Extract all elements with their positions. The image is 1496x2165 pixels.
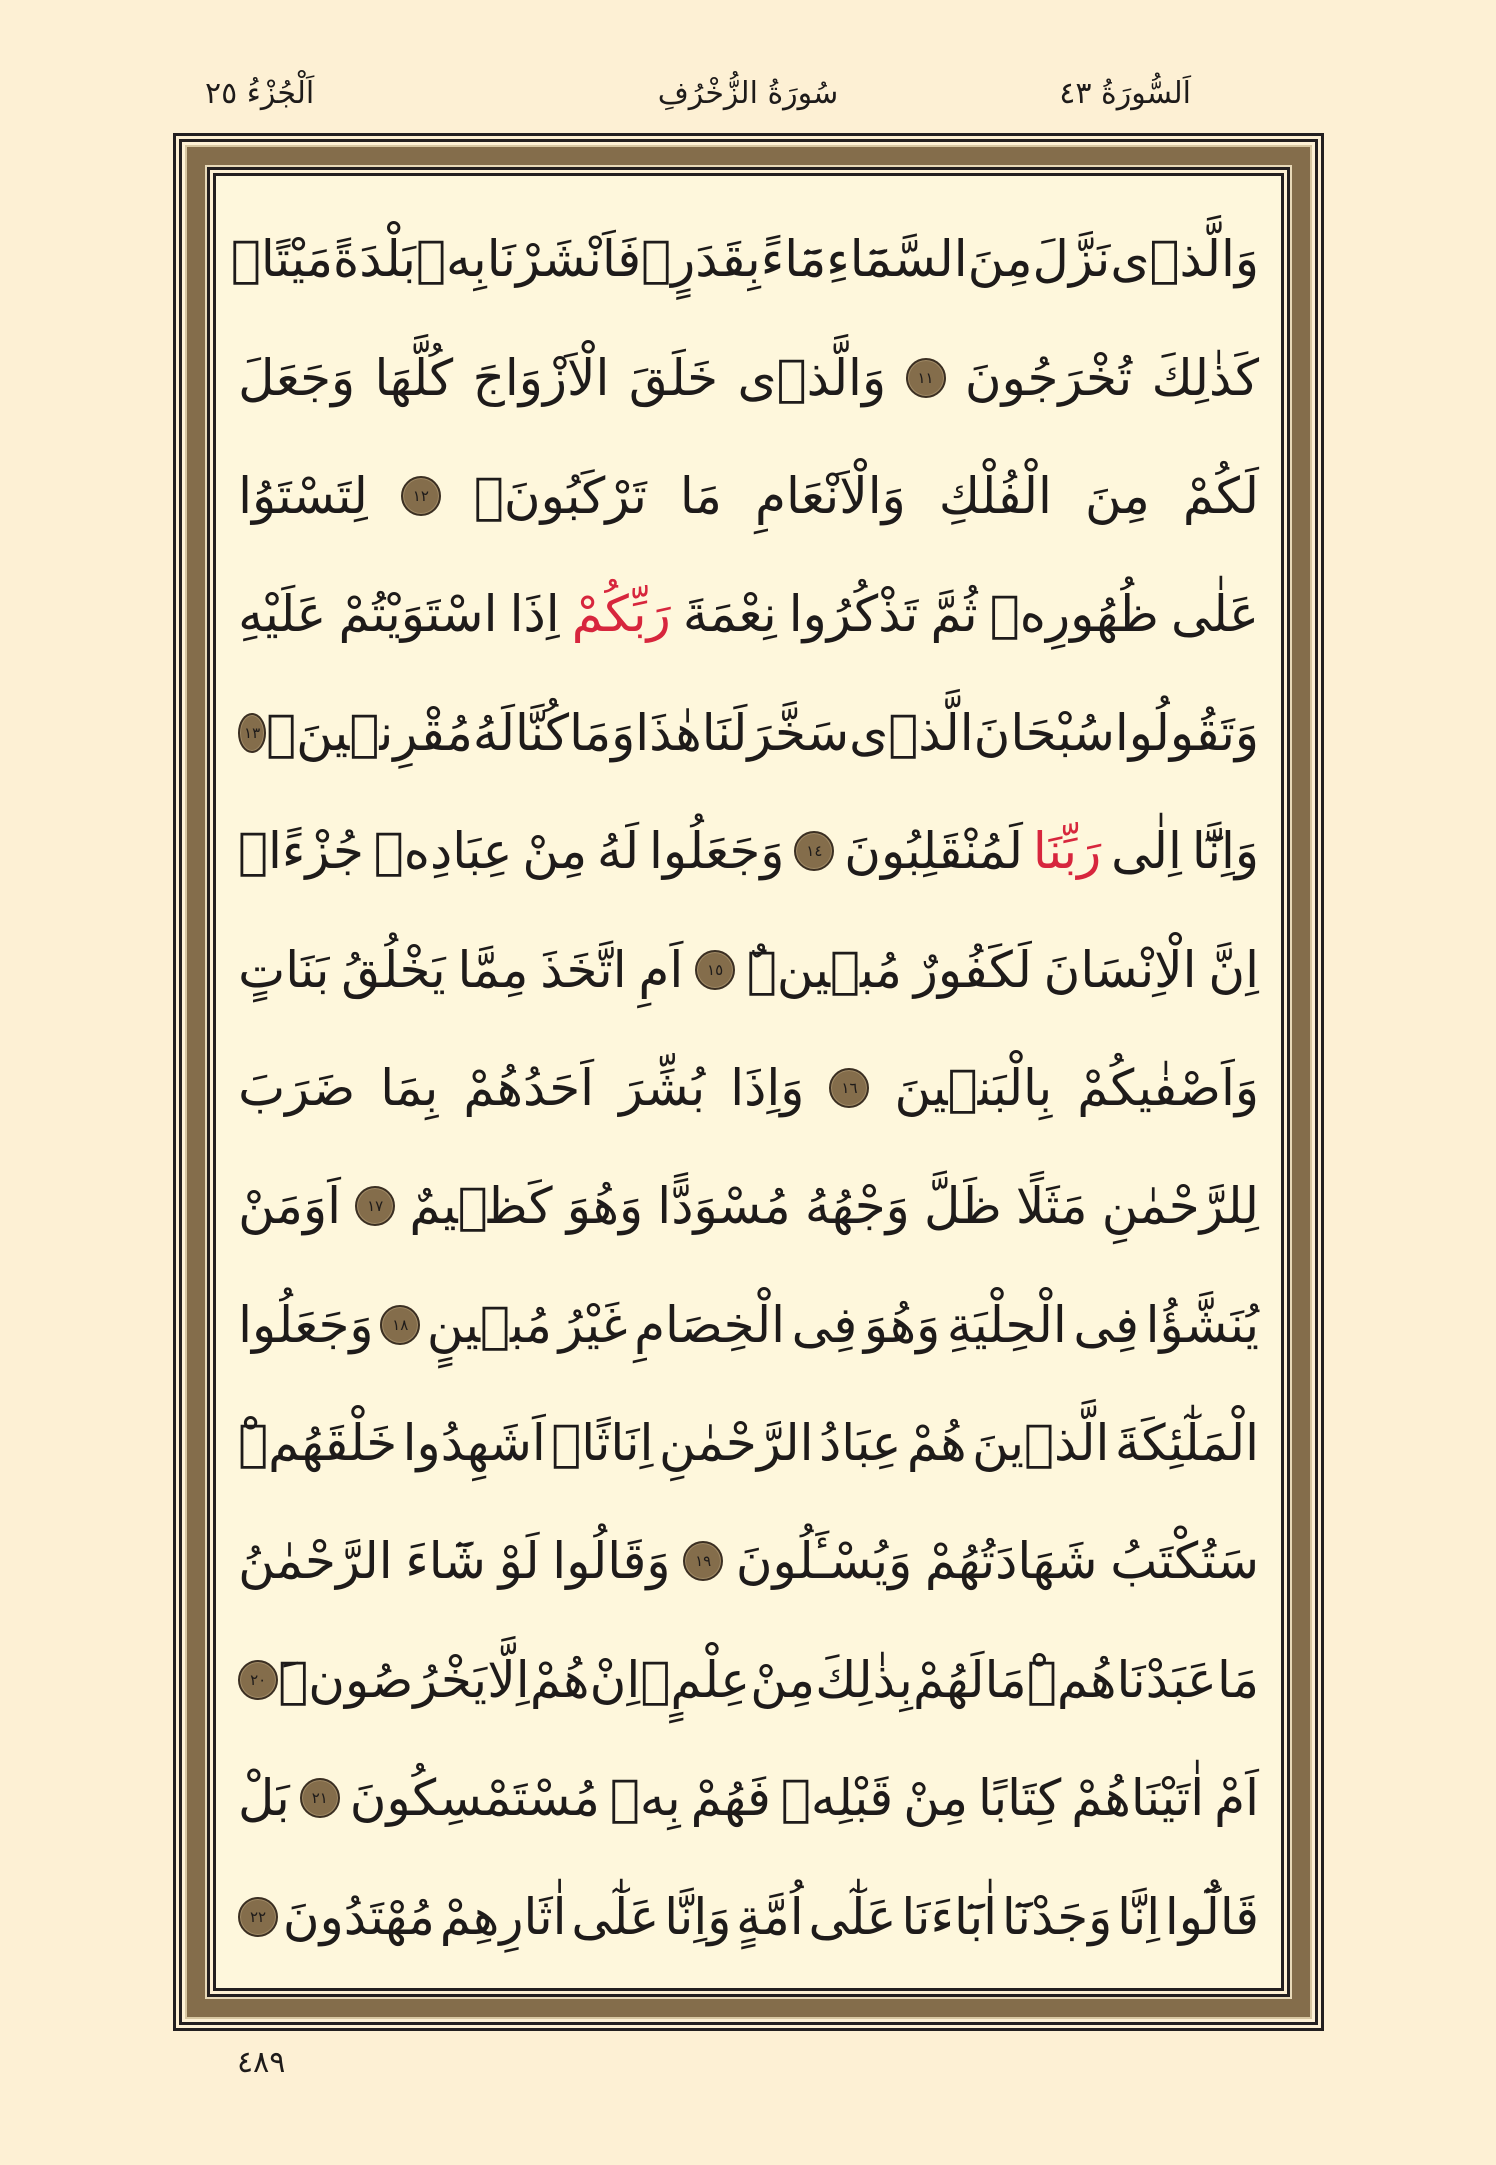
word: وَاَصْفٰيكُمْ [1077,1058,1259,1117]
verse-end-marker: ١٨ [380,1305,420,1345]
word: وَجَعَلُوا [238,1295,374,1354]
word: لَنَا [701,703,748,762]
divine-name-word: رَبِّكُمْ [571,585,671,644]
frame-text-border [207,167,1290,1997]
word: عَلٰٓى [571,1887,660,1946]
running-header-juz: اَلْجُزْءُ ٢٥ [205,76,315,111]
word: وَالَّذ۪ى [1110,230,1259,289]
text-line [238,674,1259,792]
text-line [238,1266,1259,1384]
word: قَالُٓوا [1164,1887,1259,1946]
word: بُشِّرَ [619,1058,706,1117]
verse-end-marker: ١١ [906,358,946,398]
word: كُلَّهَا [374,348,454,407]
word: هُمْ [529,1650,590,1709]
word: شَهَادَتُهُمْ [924,1532,1098,1591]
word: مُسْوَدًّا [657,1177,791,1236]
word: اِنْ [589,1650,641,1709]
word: عِبَادِه۪ [373,822,513,881]
word: لَهُ [597,822,640,881]
word: مِنْ [522,822,588,881]
text-line [238,1384,1259,1502]
word: هُمْ [906,1414,967,1473]
word: اتَّخَذَ [540,940,627,999]
word: لَكَفُورٌ [913,940,1032,999]
word: قَبْلِه۪ [780,1769,894,1828]
text-line [238,1739,1259,1857]
word: اٰتَيْنَاهُمْ [1071,1769,1205,1828]
word: مِنَ [1084,466,1150,525]
word: اِلٰى [1111,822,1182,881]
word: مَا [679,466,722,525]
word: مُب۪ينٍ [426,1295,552,1354]
word: فَهُمْ [690,1769,771,1828]
word: مَثَلًا [1015,1177,1088,1236]
word: الرَّحْمٰنِ [658,1414,814,1473]
word: السَّمَٓاءِ [826,230,968,289]
word: لَمُنْقَلِبُونَ [844,822,1023,881]
text-line [238,1029,1259,1147]
word: اٰبَٓاءَنَا [901,1887,998,1946]
word: تُخْرَجُونَ [964,348,1133,407]
word: لَوْ [498,1532,540,1591]
word: وَالْاَنْعَامِ [754,466,906,525]
word: لِتَسْتَوُا [238,466,368,525]
word: اِذَا [509,585,560,644]
divine-name-word: رَبِّنَا [1032,822,1102,881]
word: وَمَا [569,703,636,762]
word: تَذْكُرُوا [788,585,919,644]
word: اسْتَوَيْتُمْ [338,585,498,644]
word: مَا [1216,1650,1259,1709]
word: عَلٰٓى [808,1887,897,1946]
word: وَاِنَّا [664,1887,732,1946]
verse-end-marker: ٢١ [300,1778,340,1818]
word: وَجْهُهُ [804,1177,910,1236]
word: الْاِنْسَانَ [1043,940,1197,999]
word: وَجَعَلُوا [648,822,785,881]
word: سُبْحَانَ [973,703,1115,762]
word: وَالَّذ۪ى [737,348,887,407]
text-line [238,318,1259,436]
word: ضَرَبَ [238,1058,356,1117]
verse-end-marker: ١٢ [401,476,441,516]
word: كُنَّا [514,703,570,762]
word: اَمْ [1214,1769,1259,1828]
word: وَجَدْنَٓا [1001,1887,1113,1946]
running-header-surah-name: سُورَةُ الزُّخْرُفِ [657,76,839,111]
word: مُهْتَدُونَ [282,1887,435,1946]
word: لِلرَّحْمٰنِ [1101,1177,1259,1236]
word: اَحَدُهُمْ [463,1058,595,1117]
word: جُزْءًاۜ [238,822,364,881]
word: مَا [984,1650,1027,1709]
word: مُب۪ينٌۜ [746,940,902,999]
verse-end-marker: ١٤ [794,831,834,871]
word: وَيُسْـَٔلُونَ [735,1532,913,1591]
word: الَّذ۪ينَ [972,1414,1110,1473]
word: سَخَّرَ [747,703,850,762]
word: الْخِصَامِ [634,1295,786,1354]
word: يَخْلُقُ [341,940,446,999]
word: كِتَابًا [978,1769,1062,1828]
verse-end-marker: ١٩ [683,1541,723,1581]
word: خَلَقَ [628,348,719,407]
word: مَٓاءً [760,230,827,289]
word: اِلَّا [487,1650,530,1709]
word: الْحِلْيَةِ [946,1295,1067,1354]
word: ثُمَّ [930,585,978,644]
word: اَمِ [638,940,684,999]
text-line [238,1621,1259,1739]
page-frame [173,133,1324,2031]
text-line [238,792,1259,910]
word: كَذٰلِكَ [1151,348,1259,407]
word: عَلَيْهِ [238,585,327,644]
word: اِنَّ [1208,940,1259,999]
word: فِى [1073,1295,1139,1354]
word: اِنَّا [1117,1887,1161,1946]
word: لَكُمْ [1182,466,1259,525]
word: لَهُمْ [912,1650,985,1709]
word: يُنَشَّؤُا [1145,1295,1259,1354]
word: مِمَّا [457,940,529,999]
frame-brown-band [185,145,1312,2019]
word: لَهُ [472,703,515,762]
word: الْمَلٰٓئِكَةَ [1114,1414,1259,1473]
verse-end-marker: ١٧ [355,1186,395,1226]
word: مَيْتًاۚ [230,230,334,289]
word: اَشَهِدُوا [402,1414,546,1473]
word: نِعْمَةَ [682,585,777,644]
verse-end-marker: ٢٠ [238,1660,278,1700]
word: تَرْكَبُونَۙ [473,466,647,525]
running-header-surah-number: اَلسُّورَةُ ٤٣ [1059,76,1191,111]
word: الرَّحْمٰنُ [238,1532,393,1591]
word: هٰذَا [635,703,702,762]
word: مُقْرِن۪ينَۙ [266,703,473,762]
word: الَّذ۪ى [849,703,974,762]
word: الْفُلْكِ [938,466,1052,525]
word: بِمَا [380,1058,439,1117]
word: يَخْرُصُونَۜ [278,1650,488,1709]
word: وَتَقُولُوا [1114,703,1259,762]
word: خَلْقَهُمْۜ [238,1414,398,1473]
text-panel [213,173,1284,1991]
word: فِى [791,1295,858,1354]
verse-end-marker: ١٦ [829,1068,869,1108]
text-line [238,1857,1259,1975]
word: اٰثَارِهِمْ [439,1887,567,1946]
text-line [238,910,1259,1028]
word: بِه۪ [415,230,487,289]
word: بَنَاتٍ [238,940,330,999]
word: ظَلَّ [923,1177,1002,1236]
word: بَلْ [238,1769,290,1828]
word: الْاَزْوَاجَ [472,348,610,407]
word: مُسْتَمْسِكُونَ [349,1769,600,1828]
word: عِبَادُ [819,1414,902,1473]
word: سَتُكْتَبُ [1110,1532,1259,1591]
word: بَلْدَةً [333,230,416,289]
quran-text-body [230,200,1259,1964]
word: مِنَ [967,230,1033,289]
word: شَٓاءَ [405,1532,486,1591]
word: وَاِذَا [730,1058,805,1117]
page-number: ٤٨٩ [237,2045,286,2080]
word: بِالْبَن۪ينَ [894,1058,1053,1117]
frame-inner-margin [205,165,1292,1999]
word: وَاِنَّٓا [1191,822,1259,881]
text-line [230,200,1259,318]
verse-end-marker: ٢٢ [238,1897,278,1937]
word: عِلْمٍۗ [640,1650,751,1709]
word: وَهُوَ [566,1177,644,1236]
frame-border-inner [179,139,1318,2025]
word: نَزَّلَ [1032,230,1111,289]
word: وَجَعَلَ [238,348,356,407]
word: بِه۪ [609,1769,681,1828]
word: وَقَالُوا [552,1532,671,1591]
word: كَظ۪يمٌ [409,1177,553,1236]
word: مِنْ [903,1769,969,1828]
word: بِذٰلِكَ [815,1650,913,1709]
word: اِنَاثًاۜ [551,1414,654,1473]
text-line [238,1147,1259,1265]
verse-end-marker: ١٥ [695,950,735,990]
text-line [238,555,1259,673]
word: وَهُوَ [863,1295,941,1354]
word: اُمَّةٍ [736,1887,804,1946]
word: غَيْرُ [558,1295,628,1354]
word: اَوَمَنْ [238,1177,341,1236]
text-line [238,437,1259,555]
text-line [238,1502,1259,1620]
word: بِقَدَرٍۚ [641,230,761,289]
word: عَلٰى [1170,585,1259,644]
word: ظُهُورِه۪ [989,585,1159,644]
verse-end-marker: ١٣ [238,713,266,753]
word: عَبَدْنَاهُمْۜ [1026,1650,1217,1709]
word: فَاَنْشَرْنَا [486,230,642,289]
word: مِنْ [750,1650,816,1709]
